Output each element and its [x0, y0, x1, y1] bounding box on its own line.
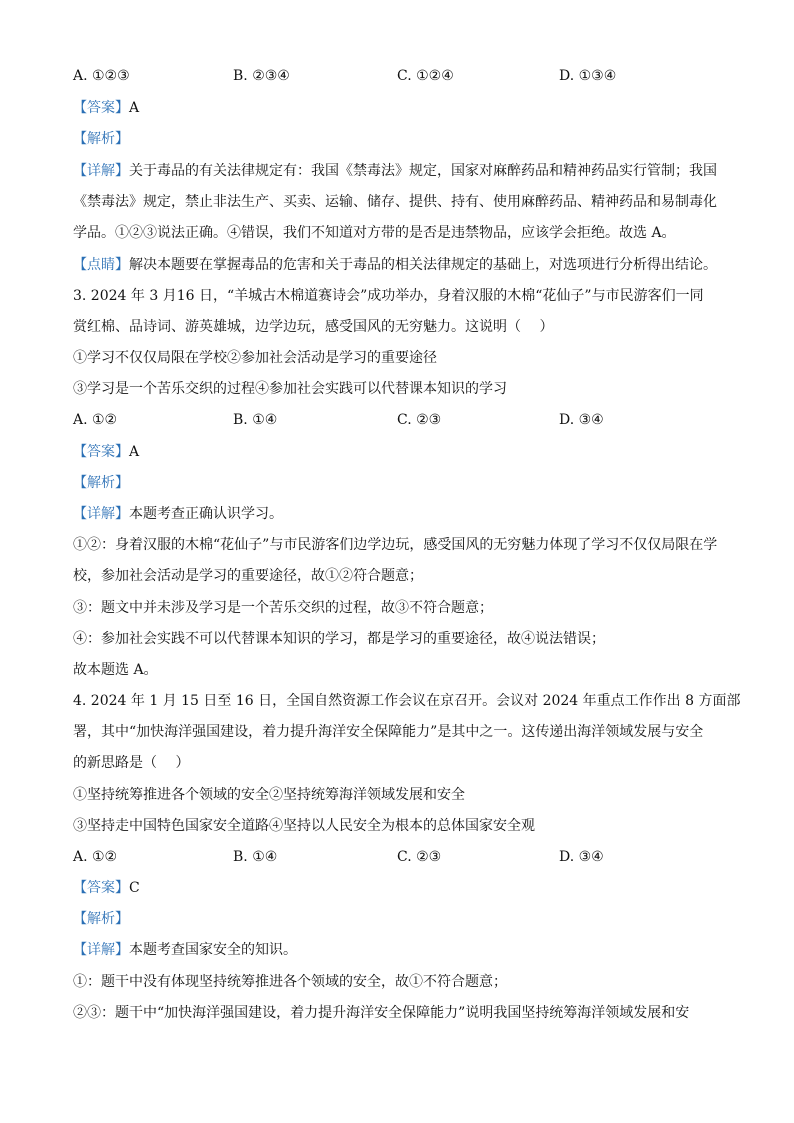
q2-option-a: A. ①②③	[73, 68, 130, 84]
q2-detail-line-1	[73, 161, 733, 181]
q4-stem-line-2: 署，其中“加快海洋强国建设，着力提升海洋安全保障能力”是其中之一。这传递出海洋领域发展与安全	[73, 724, 704, 740]
q2-option-d: D. ①③④	[559, 68, 617, 84]
q3-choices-line-1: ①学习不仅仅局限在学校②参加社会活动是学习的重要途径	[73, 350, 437, 366]
comment-tag: 【点睛】	[73, 257, 129, 273]
q2-detail-line-3: 学品。①②③说法正确。④错误，我们不知道对方带的是否是违禁物品，应该学会拒绝。故选 A。	[73, 225, 676, 241]
q3-explain-line-2: 校，参加社会活动是学习的重要途径，故①②符合题意；	[73, 568, 423, 584]
q2-detail-line-2: 《禁毒法》规定，禁止非法生产、买卖、运输、储存、提供、持有、使用麻醉药品、精神药品和易制毒化	[73, 194, 717, 210]
q2-analysis	[73, 129, 733, 149]
analysis-tag: 【解析】	[73, 475, 129, 491]
q3-option-b: B. ①④	[233, 412, 278, 428]
answer-value: A	[129, 444, 140, 460]
comment-text: 解决本题要在掌握毒品的危害和关于毒品的相关法律规定的基础上，对选项进行分析得出结论。	[129, 257, 717, 273]
answer-value: C	[129, 880, 140, 896]
q2-option-c: C. ①②④	[397, 68, 454, 84]
q4-option-a: A. ①②	[73, 849, 118, 865]
q4-stem-line-3: 的新思路是（ ）	[73, 755, 190, 771]
q4-option-b: B. ①④	[233, 849, 278, 865]
q4-answer	[73, 878, 733, 898]
q3-options	[73, 410, 733, 430]
answer-tag: 【答案】	[73, 880, 129, 896]
q4-detail	[73, 940, 733, 960]
q3-answer	[73, 442, 733, 462]
q4-analysis	[73, 909, 733, 929]
answer-tag: 【答案】	[73, 100, 129, 116]
q2-comment	[73, 255, 733, 275]
analysis-tag: 【解析】	[73, 911, 129, 927]
answer-value: A	[129, 100, 140, 116]
detail-tag: 【详解】	[73, 506, 129, 522]
q3-explain-line-5: 故本题选 A。	[73, 662, 158, 678]
q3-option-c: C. ②③	[397, 412, 442, 428]
q3-option-d: D. ③④	[559, 412, 604, 428]
q2-answer	[73, 98, 733, 118]
analysis-tag: 【解析】	[73, 131, 129, 147]
q3-detail	[73, 504, 733, 524]
detail-text: 本题考查国家安全的知识。	[129, 942, 297, 958]
q3-option-a: A. ①②	[73, 412, 118, 428]
detail-text: 关于毒品的有关法律规定有：我国《禁毒法》规定，国家对麻醉药品和精神药品实行管制；我国	[129, 163, 717, 179]
q4-explain-line-2: ②③：题干中“加快海洋强国建设，着力提升海洋安全保障能力”说明我国坚持统筹海洋领域发展和安	[73, 1005, 690, 1021]
q4-stem-line-1: 4. 2024 年 1 月 15 日至 16 日，全国自然资源工作会议在京召开。会议对 2024 年重点工作作出 8 方面部	[73, 693, 741, 709]
q4-choices-line-1: ①坚持统筹推进各个领域的安全②坚持统筹海洋领域发展和安全	[73, 787, 465, 803]
q4-explain-line-1: ①：题干中没有体现坚持统筹推进各个领域的安全，故①不符合题意；	[73, 974, 507, 990]
q4-option-c: C. ②③	[397, 849, 442, 865]
q3-explain-line-3: ③：题文中并未涉及学习是一个苦乐交织的过程，故③不符合题意；	[73, 600, 493, 616]
q3-stem-line-1: 3. 2024 年 3 月16 日，“羊城古木棉道赛诗会”成功举办，身着汉服的木棉“花仙子”与市民游客们一同	[73, 288, 704, 304]
q4-option-d: D. ③④	[559, 849, 604, 865]
q4-options	[73, 847, 733, 867]
q3-analysis	[73, 473, 733, 493]
q3-stem-line-2: 赏红棉、品诗词、游英雄城，边学边玩，感受国风的无穷魅力。这说明（ ）	[73, 319, 554, 335]
detail-tag: 【详解】	[73, 163, 129, 179]
q3-explain-line-1: ①②：身着汉服的木棉“花仙子”与市民游客们边学边玩，感受国风的无穷魅力体现了学习不仅仅局限在学	[73, 537, 718, 553]
q2-option-b: B. ②③④	[233, 68, 290, 84]
detail-text: 本题考查正确认识学习。	[129, 506, 283, 522]
q2-options	[73, 66, 733, 86]
q4-choices-line-2: ③坚持走中国特色国家安全道路④坚持以人民安全为根本的总体国家安全观	[73, 818, 535, 834]
q3-choices-line-2: ③学习是一个苦乐交织的过程④参加社会实践可以代替课本知识的学习	[73, 381, 507, 397]
q3-explain-line-4: ④：参加社会实践不可以代替课本知识的学习，都是学习的重要途径，故④说法错误；	[73, 631, 605, 647]
detail-tag: 【详解】	[73, 942, 129, 958]
answer-tag: 【答案】	[73, 444, 129, 460]
